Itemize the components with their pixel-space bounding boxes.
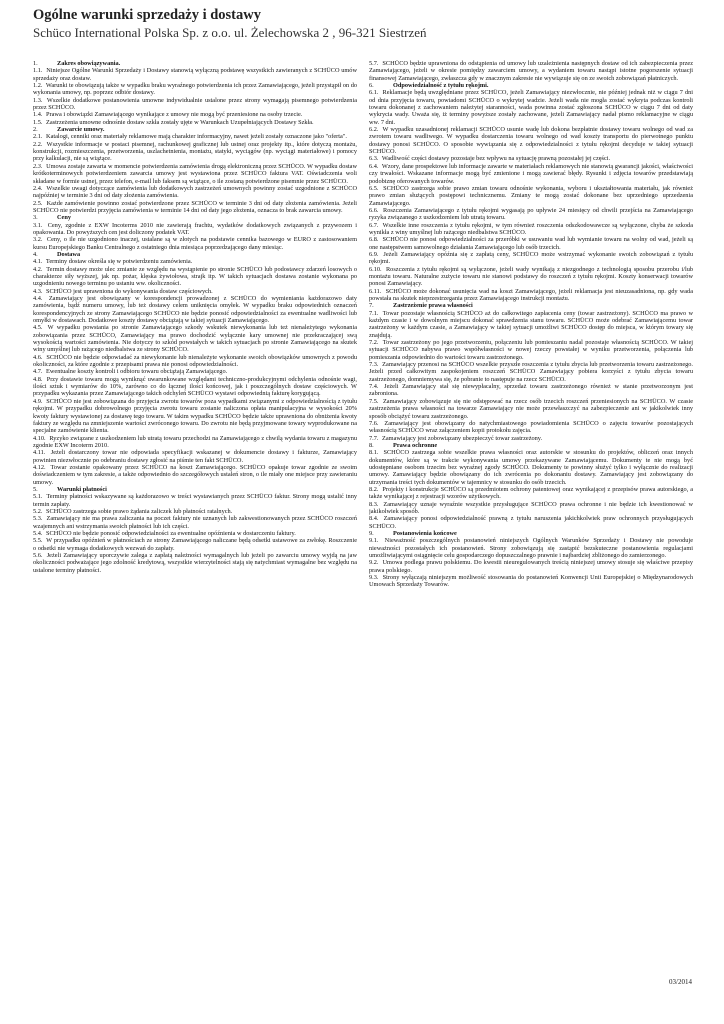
clause-number: 4.2.: [33, 265, 43, 273]
clause-paragraph: [369, 361, 693, 383]
clause-number: 1.3.: [33, 96, 43, 104]
clause-number: 8.3.: [369, 500, 379, 508]
right-column: [369, 60, 693, 960]
clause-paragraph: [369, 383, 693, 398]
clause-paragraph: [33, 515, 357, 530]
section-number: 8.: [369, 441, 374, 449]
clause-paragraph: [369, 126, 693, 155]
clause-paragraph: [33, 464, 357, 486]
clause-text: Wszelkie inne roszczenia z tytułu rękojmi, w tym również roszczenia odszkodowawcze są wyłączone, chyba że szkoda wynikła z winy umyślnej lub rażącego niedbalstwa SCHÜCO.: [369, 221, 693, 236]
section-heading: [33, 486, 357, 493]
left-column: [33, 60, 357, 960]
clause-number: 6.3.: [369, 155, 379, 163]
clause-text: Ewentualne koszty kontroli i odbioru towaru obciążają Zamawiającego.: [46, 368, 228, 376]
section-number: 4.: [33, 250, 38, 258]
section-heading: [369, 302, 693, 309]
terms-body: [33, 60, 693, 960]
clause-paragraph: [33, 537, 357, 552]
clause-number: 5.1.: [33, 493, 43, 501]
clause-paragraph: [33, 141, 357, 163]
clause-paragraph: [369, 251, 693, 266]
clause-number: 4.6.: [33, 353, 43, 361]
clause-number: 5.7.: [369, 60, 379, 67]
clause-paragraph: [33, 376, 357, 398]
clause-number: 6.5.: [369, 184, 379, 192]
clause-number: 6.4.: [369, 162, 379, 170]
clause-number: 6.6.: [369, 206, 379, 214]
clause-paragraph: [369, 559, 693, 574]
clause-paragraph: [33, 258, 357, 265]
clause-text: Roszczenia Zamawiającego z tytułu rękojmi wygasają po upływie 24 miesięcy od chwili przejścia na Zamawiającego ryzyka związanego z uszkodzeniem lub utratą towaru.: [369, 206, 693, 222]
clause-paragraph: [369, 222, 693, 237]
clause-paragraph: [369, 449, 693, 486]
clause-text: SCHÜCO nie ponosi odpowiedzialności za przeróbki w usuwaniu wad lub wymianie towaru na wolny od wad, jeżeli są one następstwem samowolnego działania Zamawiającego lub osób trzecich.: [369, 236, 693, 251]
section-number: 6.: [369, 82, 374, 90]
clause-number: 2.2.: [33, 140, 43, 148]
section-number: 1.: [33, 60, 38, 67]
clause-number: 7.6.: [369, 419, 379, 427]
clause-text: Reklamacje będą uwzględniane przez SCHÜCO, jeżeli Zamawiający niezwłocznie, nie później jednak niż w ciągu 7 dni od dnia przyjęcia towaru, powiadomi SCHÜCO o wykrytej wadzie. Jeżeli wada nie mogła zostać wykryta podczas kontroli towaru dokonanej z zachowaniem należytej staranności, wada powinna zostać zgłoszona SCHÜCO w ciągu 7 dni od daty wykrycia wady. Uważa się, iż terminy powyższe zostały zachowane, jeżeli Zamawiający nadał pismo reklamacyjne w ciągu ww. 7 dni.: [369, 89, 693, 126]
clause-number: 4.8.: [33, 375, 43, 383]
clause-text: Zamawiający jest obowiązany w korespondencji prowadzonej z SCHÜCO do wymieniania każdorazowo daty zamówienia, bądź numeru umowy, lub też dostawy celem uniknięcia omyłek. W wypadku braku odpowiednich oznaczeń korespondencyjnych ze strony Zamawiającego SCHÜCO nie będzie ponosić odpowiedzialności za ewentualne wadliwości lub omyłki w dostawach. Dodatkowe koszty dostawy obciążają w takiej sytuacji Zamawiającego.: [33, 295, 357, 325]
clause-number: 9.1.: [369, 537, 379, 545]
clause-number: 8.2.: [369, 485, 379, 493]
clause-number: 6.10.: [369, 265, 382, 273]
clause-paragraph: [33, 266, 357, 288]
clause-paragraph: [33, 111, 357, 118]
clause-text: Ceny, o ile nie uzgodniono inaczej, ustalane są w złotych na podstawie cennika bazowego w EURO z zastosowaniem kursu Europejskiego Banku Centralnego z ostatniego dnia miesiąca poprzedzającego dany miesiąc.: [33, 236, 357, 251]
clause-number: 4.10.: [33, 434, 46, 442]
clause-text: Projekty i konstrukcje SCHÜCO są przedmiotem ochrony patentowej oraz wynikającej z przepisów prawa autorskiego, a także wynikającej z rejestracji wzorów użytkowych.: [369, 485, 693, 501]
section-title: Zakres obowiązywania.: [57, 60, 121, 67]
clause-text: Wszelkie uwagi dotyczące zamówienia lub dodatkowych zastrzeżeń umownych powinny zostać uzgodnione z SCHÜCO najpóźniej w terminie 3 dni od daty złożenia zamówienia.: [33, 184, 357, 200]
clause-number: 6.7.: [369, 221, 379, 229]
clause-paragraph: [33, 288, 357, 295]
clause-text: Każde zamówienie powinno zostać potwierdzone przez SCHÜCO w terminie 3 dni od daty złożenia zamówienia. Jeżeli SCHÜCO nie potwierdzi przyjęcia zamówienia w terminie 14 dni od daty jego złożenia, oznacza to brak zawarcia umowy.: [33, 199, 357, 214]
clause-text: Zamawiający uznaje wyraźnie wszystkie przysługujące SCHÜCO prawa ochronne i nie będzie ich kwestionować w jakikolwiek sposób.: [369, 500, 693, 515]
clause-paragraph: [33, 163, 357, 185]
clause-paragraph: [369, 185, 693, 207]
clause-text: Prawa i obowiązki Zamawiającego wynikające z umowy nie mogą być przeniesione na osoby trzecie.: [46, 111, 303, 119]
clause-number: 6.11.: [369, 287, 382, 295]
clause-text: Towar zastrzeżony po jego przetworzeniu, połączeniu lub pomieszaniu nadal pozostaje własnością SCHÜCO. W takiej sytuacji SCHÜCO nabywa prawo współwłasności w nowej rzeczy powstałej w wyniku przetworzenia, połączenia lub pomieszania odpowiednio do wartości towaru zastrzeżonego.: [369, 339, 693, 361]
section-heading: [33, 60, 357, 67]
clause-text: Ryzyko związane z uszkodzeniem lub utratą towaru przechodzi na Zamawiającego z chwilą wydania towaru z magazynu zgodnie EXW Incoterm 2010.: [33, 434, 357, 449]
clause-paragraph: [369, 515, 693, 530]
clause-text: Katalogi, cenniki oraz materiały reklamowe mają charakter informacyjny, nawet jeżeli zostały oznaczone jako "oferta".: [46, 133, 347, 141]
section-heading: [369, 442, 693, 449]
section-heading: [369, 530, 693, 537]
clause-text: SCHÜCO nie będzie odpowiadać za niewykonanie lub nienależyte wykonanie swoich obowiązków umownych z powodu okoliczności, za które zgodnie z przepisami prawa nie ponosi odpowiedzialności.: [33, 353, 357, 369]
clause-text: W wypadku powstania po stronie Zamawiającego szkody wskutek niewykonania lub też nienależytego wykonania zobowiązania przez SCHÜCO, Zamawiający ma prawo dochodzić wyłącznie kary umownej nie przekraczającej swą wysokością wartości zamówienia. Nie dotyczy to szkód powstałych w takich sytuacjach po stronie Zamawiającego na skutek winy umyślnej lub rażącego niedbalstwa ze strony SCHÜCO.: [33, 324, 357, 354]
clause-text: Jeżeli Zamawiający stał się niewypłacalny, sprzedaż towaru zastrzeżonego również w stanie przetworzonym jest zabroniona.: [369, 383, 693, 398]
clause-number: 7.4.: [369, 383, 379, 391]
clause-paragraph: [33, 119, 357, 126]
clause-paragraph: [33, 222, 357, 237]
clause-paragraph: [33, 97, 357, 112]
clause-text: Wadliwość części dostawy pozostaje bez wpływu na sytuację prawną pozostałej jej części.: [381, 155, 611, 163]
clause-number: 4.1.: [33, 258, 43, 266]
clause-number: 1.1.: [33, 67, 43, 75]
clause-number: 6.1.: [369, 89, 379, 97]
clause-number: 7.5.: [369, 397, 379, 405]
section-number: 7.: [369, 302, 374, 310]
clause-text: Wszystkie informacje w postaci pisemnej, rachunkowej graficznej lub ustnej oraz projekty itp., które dotyczą montażu, konstrukcji, rozmieszczenia, przetworzenia, uszlachetnienia, montażu, statyki, wyciągów (np. wyciągi materiałowe) i pomocy przy kalkulacji, nie są wiążące.: [33, 140, 357, 163]
clause-number: 4.4.: [33, 295, 43, 302]
clause-paragraph: [369, 486, 693, 501]
clause-number: 1.4.: [33, 111, 43, 119]
clause-paragraph: [33, 435, 357, 450]
clause-paragraph: [33, 82, 357, 97]
clause-number: 1.5.: [33, 118, 43, 126]
clause-paragraph: [369, 339, 693, 361]
clause-text: Roszczenia z tytułu rękojmi są wyłączone, jeżeli wady wynikają z niezgodnego z technologią sposobu przerobu i/lub montażu towaru. Naturalne zużycie towaru nie stanowi podstawy do roszczeń z tytułu rękojmi. Koszty konserwacji towarów ponosi Zamawiający.: [369, 265, 693, 288]
document-header: [33, 6, 693, 41]
clause-number: 5.2.: [33, 507, 43, 515]
clause-text: Zamawiający ponosi odpowiedzialność prawną z tytułu naruszenia jakichkolwiek praw ochronnych przysługujących SCHÜCO.: [369, 515, 693, 530]
clause-paragraph: [369, 163, 693, 185]
section-number: 3.: [33, 214, 38, 222]
clause-paragraph: [33, 398, 357, 435]
clause-text: Zamawiający nie ma prawa zaliczania na poczet faktury nie uznanych lub zakwestionowanych przez SCHÜCO roszczeń wzajemnych ani wstrzymania swoich płatności lub ich części.: [33, 515, 357, 530]
clause-text: Jeżeli dostarczony towar nie odpowiada specyfikacji wskazanej w dokumencie dostawy i fakturze, Zamawiający powinien niezwłocznie po odebraniu dostawy zgłosić na piśmie ten fakt SCHÜCO.: [33, 449, 357, 464]
clause-paragraph: [369, 288, 693, 303]
clause-number: 3.2.: [33, 236, 43, 244]
clause-paragraph: [33, 552, 357, 574]
clause-paragraph: [33, 295, 357, 324]
clause-paragraph: [369, 207, 693, 222]
clause-text: Umowa podlega prawu polskiemu. Do kwestii nieuregulowanych treścią niniejszej umowy stosuje się właściwe przepisy prawa polskiego.: [369, 559, 693, 574]
section-number: 2.: [33, 126, 38, 134]
clause-paragraph: [33, 324, 357, 353]
clause-paragraph: [33, 508, 357, 515]
clause-text: Jeżeli Zamawiający opóźnia się z zapłatą ceny, SCHÜCO może wstrzymać wykonanie swoich zobowiązań z tytułu rękojmi.: [369, 250, 693, 266]
section-title: Odpowiedzialność z tytułu rękojmi.: [393, 82, 489, 90]
clause-paragraph: [369, 155, 693, 162]
clause-text: W wypadku uzasadnionej reklamacji SCHÜCO usunie wadę lub dokona bezpłatnie dostawy towaru wolnego od wad za zwrotem towaru wadliwego. W wypadku dostarczenia towaru wolnego od wad koszty transportu do pierwotnego punktu dostawy ponosi SCHÜCO. O sposobie wywiązania się z odpowiedzialności z tytułu rękojmi decyduje w takiej sytuacji SCHÜCO.: [369, 126, 693, 156]
clause-paragraph: [369, 537, 693, 559]
clause-text: Strony wyłączają niniejszym możliwość stosowania do postanowień Konwencji Unii Europejskiej o Międzynarodowych Umowach Sprzedaży Towarów.: [369, 574, 693, 589]
clause-paragraph: [33, 449, 357, 464]
clause-number: 2.5.: [33, 199, 43, 207]
clause-text: Towar zostanie opakowany przez SCHÜCO na koszt Zamawiającego. SCHÜCO opakuje towar zgodnie ze swoim doświadczeniem w tym zakresie, a także odpowiednio do szczegółowych ustaleń stron, o ile miały one miejsce przy zawieraniu umowy.: [33, 463, 357, 486]
clause-text: Zastrzeżenia umowne odnośnie dostaw szkła zostały ujęte w Warunkach Uzupełniających Dostawy Szkła.: [46, 118, 314, 126]
clause-paragraph: [369, 266, 693, 288]
clause-number: 9.2.: [369, 559, 379, 567]
section-title: Prawa ochronne: [393, 441, 438, 449]
section-title: Dostawa: [57, 250, 81, 258]
clause-text: Zamawiający jest obowiązany do natychmiastowego powiadomienia SCHÜCO o zajęciu towarów pozostających własnością SCHÜCO wraz załączeniem kopii protokołu zajęcia.: [369, 419, 693, 435]
clause-number: 2.1.: [33, 133, 43, 141]
section-title: Ceny: [57, 214, 71, 222]
clause-text: Niniejsze Ogólne Warunki Sprzedaży i Dostawy stanowią wyłączną podstawę wszystkich zawieranych z SCHÜCO umów sprzedaży oraz dostaw.: [33, 67, 357, 82]
clause-paragraph: [33, 200, 357, 215]
clause-text: Terminy płatności wskazywane są każdorazowo w treści wystawianych przez SCHÜCO faktur. Strony mogą ustalić inny termin zapłaty.: [33, 493, 357, 508]
clause-text: Wzory, dane prospektowe lub informacje zawarte w materiałach reklamowych nie stanowią gwarancji jakości, właściwości czy trwałości. Wskazane informacje mogą być zmienione i mogą zawierać błędy. Rysunki i zdjęcia towarów przedstawiają podobiznę oferowanych towarów.: [369, 162, 693, 185]
clause-number: 4.5.: [33, 324, 43, 332]
clause-text: Zamawiający zobowiązuje się nie odstępować na rzecz osób trzecich roszczeń przeniesionych na SCHÜCO. W czasie zastrzeżenia prawa własności na towarze Zamawiający nie może przewłaszczyć na zabezpieczenie ani w jakikolwiek inny sposób obciążyć towaru zastrzeżonego.: [369, 397, 693, 420]
section-heading: [369, 82, 693, 89]
section-title: Zawarcie umowy.: [57, 126, 105, 134]
clause-paragraph: [369, 398, 693, 420]
section-number: 9.: [369, 530, 374, 537]
clause-number: 2.4.: [33, 184, 43, 192]
clause-number: 5.6.: [33, 552, 43, 560]
clause-number: 6.8.: [369, 236, 379, 244]
clause-text: SCHÜCO nie będzie ponosić odpowiedzialności za ewentualne opóźnienia w dostarczeniu faktury.: [46, 530, 296, 537]
clause-text: Wszelkie dodatkowe postanowienia umowne indywidualnie ustalone przez strony wymagają pisemnego potwierdzenia przez SCHÜCO.: [33, 96, 357, 112]
document-title: Ogólne warunki sprzedaży i dostawy: [33, 7, 261, 23]
section-title: Zastrzeżenie prawa własności: [393, 302, 473, 310]
clause-paragraph: [369, 435, 693, 442]
clause-paragraph: [369, 501, 693, 516]
section-number: 5.: [33, 485, 38, 493]
clause-text: SCHÜCO zastrzega sobie prawo żądania zaliczek lub płatności ratalnych.: [46, 507, 233, 515]
clause-number: 4.11.: [33, 449, 46, 457]
clause-text: Towar pozostaje własnością SCHÜCO aż do całkowitego zapłacenia ceny (towar zastrzeżony). SCHÜCO ma prawo w każdym czasie i w dowolnym miejscu dokonać sprawdzenia stanu towaru. SCHÜCO może odebrać Zamawiającemu towar zastrzeżony w każdym czasie, a Zamawiający w takiej sytuacji umożliwi SCHÜCO dostęp do miejsca, w którym towary się znajdują.: [369, 309, 693, 339]
clause-number: 1.2.: [33, 82, 43, 90]
clause-number: 7.2.: [369, 339, 379, 347]
clause-text: Warunki te obowiązują także w wypadku braku wyraźnego potwierdzenia ich przez Zamawiającego, jeżeli przystąpił on do wykonania umowy, np. poprzez odbiór dostawy.: [33, 82, 357, 97]
clause-number: 5.4.: [33, 530, 43, 537]
clause-text: Zamawiający przenosi na SCHÜCO wszelkie przyszłe roszczenia z tytułu zbycia lub przetworzenia towaru zastrzeżonego. Jeżeli przed całkowitym zaspokojeniem roszczeń SCHÜCO Zamawiający pobiera korzyści z tytułu zbycia towaru zastrzeżonego, domniemywa się, że pobranie to następuje na rzecz SCHÜCO.: [369, 361, 693, 383]
clause-paragraph: [33, 368, 357, 375]
clause-text: SCHÜCO będzie uprawniona do odstąpienia od umowy lub uzależnienia następnych dostaw od ich zabezpieczenia przez Zamawiającego, jeżeli w okresie pomiędzy zawarciem umowy, a wydaniem towaru nastąpi istotne pogorszenie sytuacji finansowej Zamawiającego, zwłaszcza gdy w znacznym zakresie nie wywiązuje się on ze swoich zobowiązań płatniczych.: [369, 60, 693, 82]
company-address: Schüco International Polska Sp. z o.o. ul. Żelechowska 2 , 96-321 Siestrzeń: [33, 25, 427, 40]
clause-number: 8.4.: [369, 515, 379, 523]
clause-text: SCHÜCO może dokonać usunięcia wad na koszt Zamawiającego, jeżeli reklamacja jest nieuzasadniona, np. gdy wada powstała na skutek nieprzestrzegania przez Zamawiającego instrukcji montażu.: [369, 287, 693, 302]
section-heading: [33, 251, 357, 258]
clause-paragraph: [33, 530, 357, 537]
clause-paragraph: [369, 574, 693, 589]
clause-paragraph: [369, 236, 693, 251]
clause-paragraph: [33, 493, 357, 508]
clause-number: 2.3.: [33, 162, 43, 170]
clause-text: SCHÜCO zastrzega sobie prawo zmian towaru odnośnie wykonania, wyboru i ukształtowania materiału, jak również prawo zmian służących postępowi technicznemu. Zmiany te mogą zostać dokonane bez uprzedniego uprzedzenia Zamawiającego.: [369, 184, 693, 207]
clause-number: 4.7.: [33, 368, 43, 376]
clause-number: 5.5.: [33, 537, 43, 545]
clause-text: Zamawiający jest zobowiązany ubezpieczyć towar zastrzeżony.: [382, 434, 543, 442]
section-heading: [33, 214, 357, 221]
clause-number: 7.7.: [369, 434, 379, 442]
section-heading: [33, 126, 357, 133]
clause-paragraph: [33, 185, 357, 200]
clause-paragraph: [33, 236, 357, 251]
section-title: Warunki płatności: [57, 485, 107, 493]
clause-number: 8.1.: [369, 449, 379, 457]
clause-number: 7.1.: [369, 309, 379, 317]
clause-text: W przypadku opóźnień w płatnościach ze strony Zamawiającego naliczane będą odsetki ustawowe za zwłokę. Roszczenie o odsetki nie wymaga dodatkowych wezwań do zapłaty.: [33, 537, 357, 552]
clause-paragraph: [33, 133, 357, 140]
clause-text: SCHÜCO nie jest zobowiązana do przyjęcia zwrotu towarów poza wypadkami związanymi z odpowiedzialnością z tytułu rękojmi. W przypadku dobrowolnego przyjęcia zwrotu towaru zostanie naliczona opłata manipulacyjna w wysokości 20% kwoty faktury wystawionej za dostawę tego towaru. W takim wypadku SCHÜCO będzie także uprawniona do obniżenia kwoty faktury ze względu na zmniejszenie wartości zwróconego towaru. Do zwrotu nie będą przyjmowane towary wyprodukowane na specjalne zamówienie klienta.: [33, 397, 357, 435]
clause-number: 9.3.: [369, 574, 379, 582]
clause-text: SCHÜCO jest uprawniona do wykonywania dostaw częściowych.: [46, 287, 213, 295]
clause-number: 6.2.: [369, 126, 379, 134]
clause-paragraph: [369, 310, 693, 339]
clause-text: Umowa zostaje zawarta w momencie potwierdzenia zamówienia drogą elektroniczną przez SCHÜCO. W wypadku dostaw krótkoterminowych potwierdzeniem zawarcia umowy jest wystawiona przez SCHÜCO faktura VAT. Oświadczenia woli składane w formie ustnej, przez telefon, e-mail lub faksem są wiążące, o ile zostaną potwierdzone pisemnie przez SCHÜCO.: [33, 162, 357, 185]
clause-paragraph: [369, 420, 693, 435]
clause-text: Ceny, zgodnie z EXW Incoterms 2010 nie zawierają frachtu, wydatków dodatkowych związanych z przywozem i opakowania. Do powyższych cen jest doliczony podatek VAT.: [33, 221, 357, 236]
clause-text: SCHÜCO zastrzega sobie wszelkie prawa własności oraz autorskie w stosunku do projektów, obliczeń oraz innych dokumentów, które są w trakcie wykonywania umowy przekazywane Zamawiającemu. Dokumenty te nie mogą być udostępniane osobom trzecim bez wyraźnej zgody SCHÜCO. Dokumenty te powinny służyć tylko i wyłącznie do realizacji umowy. Zamawiający będzie obowiązany do ich zwrócenia po dokonaniu dostawy. Zamawiający jest zobowiązany do utrzymania treści tych dokumentów w tajemnicy w stosunku do osób trzecich.: [369, 449, 693, 486]
clause-text: Przy dostawie towaru mogą wyniknąć uwarunkowane względami techniczno-produkcyjnymi odchylenia odnośnie wagi, ilości sztuk i wymiarów do 10%, zarówno co do łącznej ilości końcowej, jak i poszczególnych dostaw częściowych. W przypadku wykazania przez Zamawiającego takich odchyleń SCHÜCO wystawi odpowiednią fakturę korygującą.: [33, 375, 357, 398]
clause-number: 4.12.: [33, 463, 46, 471]
clause-number: 4.9.: [33, 397, 43, 405]
clause-number: 7.3.: [369, 361, 379, 369]
clause-text: Jeżeli Zamawiający uporczywie zalega z zapłatą należności wymagalnych lub jeżeli po zawarciu umowy wyjdą na jaw okoliczności podważające jego zdolność kredytową, wszystkie wierzytelności stają się natychmiast wymagalne bez względu na ustalone terminy płatności.: [33, 552, 357, 574]
clause-number: 5.3.: [33, 515, 43, 523]
clause-number: 3.1.: [33, 221, 43, 229]
clause-text: Termin dostawy może ulec zmianie ze względu na wystąpienie po stronie SCHÜCO lub podostawcy zdarzeń losowych o charakterze siły wyższej, jak np. pożar, klęska żywiołowa, strajk itp. W takich sytuacjach dostawa zostanie wykonana po uzgodnieniu nowego terminu po ustaniu ww. okoliczności.: [33, 265, 357, 288]
clause-text: Terminy dostaw określa się w potwierdzeniu zamówienia.: [45, 258, 193, 266]
clause-number: 6.9.: [369, 250, 379, 258]
section-title: Postanowienia końcowe: [393, 530, 457, 537]
clause-text: Nieważność poszczególnych postanowień niniejszych Ogólnych Warunków Sprzedaży i Dostawy nie powoduje nieważności pozostałych ich postanowień. Strony zobowiązują się zastąpić bezskuteczne postanowienia regulacjami umożliwiającymi osiągnięcie celu gospodarczego dopuszczalnego prawnie i najbardziej zbliżonego do zamierzonego.: [369, 537, 693, 560]
clause-number: 4.3.: [33, 287, 43, 295]
clause-paragraph: [369, 60, 693, 82]
clause-paragraph: [369, 89, 693, 126]
clause-paragraph: [33, 67, 357, 82]
clause-paragraph: [33, 354, 357, 369]
document-version-code: 03/2014: [669, 978, 692, 986]
